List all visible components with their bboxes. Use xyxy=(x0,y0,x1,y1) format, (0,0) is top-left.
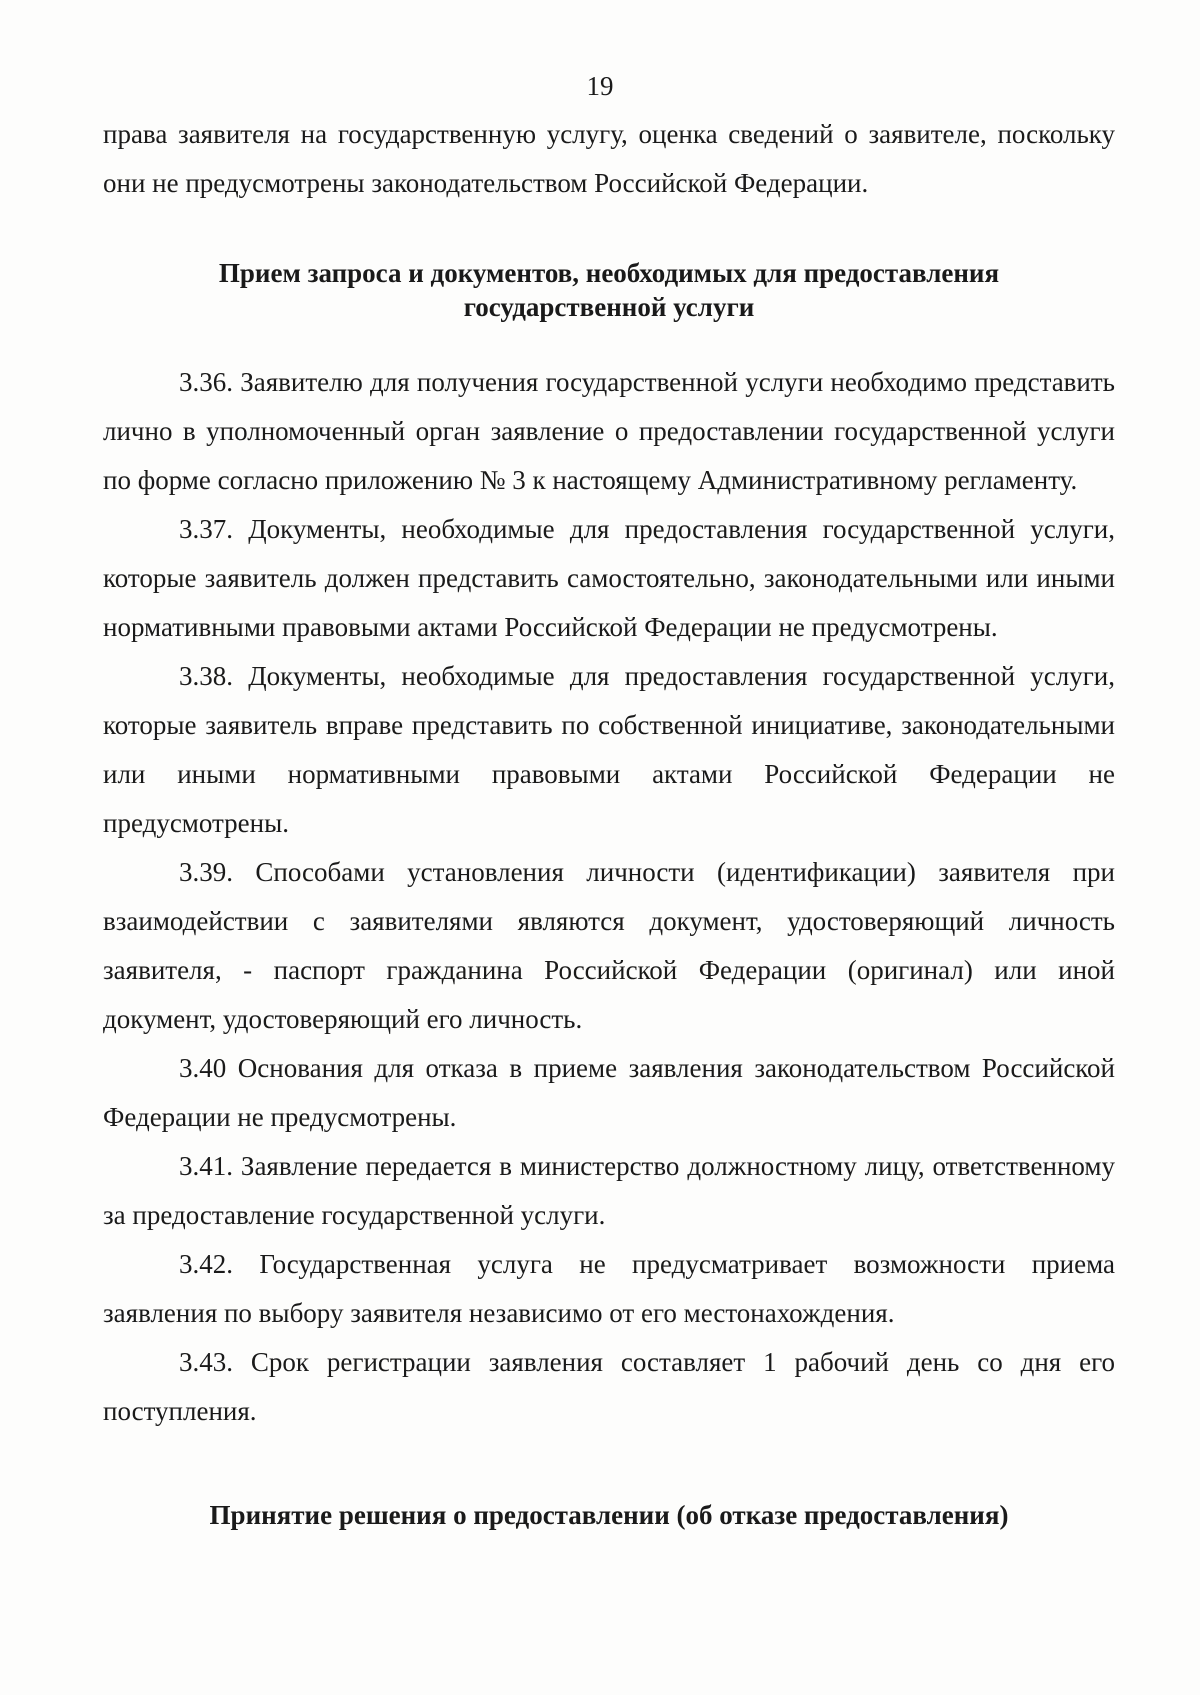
section-heading-request-acceptance xyxy=(103,256,1115,324)
document-body xyxy=(103,110,1115,1532)
paragraph-3-37: 3.37. Документы, необходимые для предоставления государственной услуги, которые заявитель должен представить самостоятельно, законодательными или иными нормативными правовыми актами Российской Федерации не предусмотрены. xyxy=(103,514,1115,642)
intro-paragraph: права заявителя на государственную услугу, оценка сведений о заявителе, поскольку они не предусмотрены законодательством Российской Федерации. xyxy=(103,119,1115,198)
paragraph-3-40: 3.40 Основания для отказа в приеме заявления законодательством Российской Федерации не предусмотрены. xyxy=(103,1053,1115,1132)
paragraph-3-39: 3.39. Способами установления личности (идентификации) заявителя при взаимодействии с заявителями являются документ, удостоверяющий личность заявителя, - паспорт гражданина Российской Федерации (оригинал) или иной документ, удостоверяющий его личность. xyxy=(103,857,1115,1034)
section-heading-line: Прием запроса и документов, необходимых для предоставления xyxy=(218,258,1000,288)
section-heading-decision xyxy=(103,1498,1115,1532)
paragraph-3-36: 3.36. Заявителю для получения государственной услуги необходимо представить лично в уполномоченный орган заявление о предоставлении государственной услуги по форме согласно приложению № 3 к настоящему Административному регламенту. xyxy=(103,367,1115,495)
paragraph-3-41: 3.41. Заявление передается в министерство должностному лицу, ответственному за предоставление государственной услуги. xyxy=(103,1151,1115,1230)
section-heading-line: Принятие решения о предоставлении (об отказе предоставления) xyxy=(209,1500,1009,1530)
paragraph-3-38: 3.38. Документы, необходимые для предоставления государственной услуги, которые заявитель вправе представить по собственной инициативе, законодательными или иными нормативными правовыми актами Российской Федерации не предусмотрены. xyxy=(103,661,1115,838)
paragraph-3-42: 3.42. Государственная услуга не предусматривает возможности приема заявления по выбору заявителя независимо от его местонахождения. xyxy=(103,1249,1115,1328)
section-heading-line: государственной услуги xyxy=(463,292,755,322)
page-number: 19 xyxy=(586,71,614,101)
paragraph-3-43: 3.43. Срок регистрации заявления составляет 1 рабочий день со дня его поступления. xyxy=(103,1347,1115,1426)
